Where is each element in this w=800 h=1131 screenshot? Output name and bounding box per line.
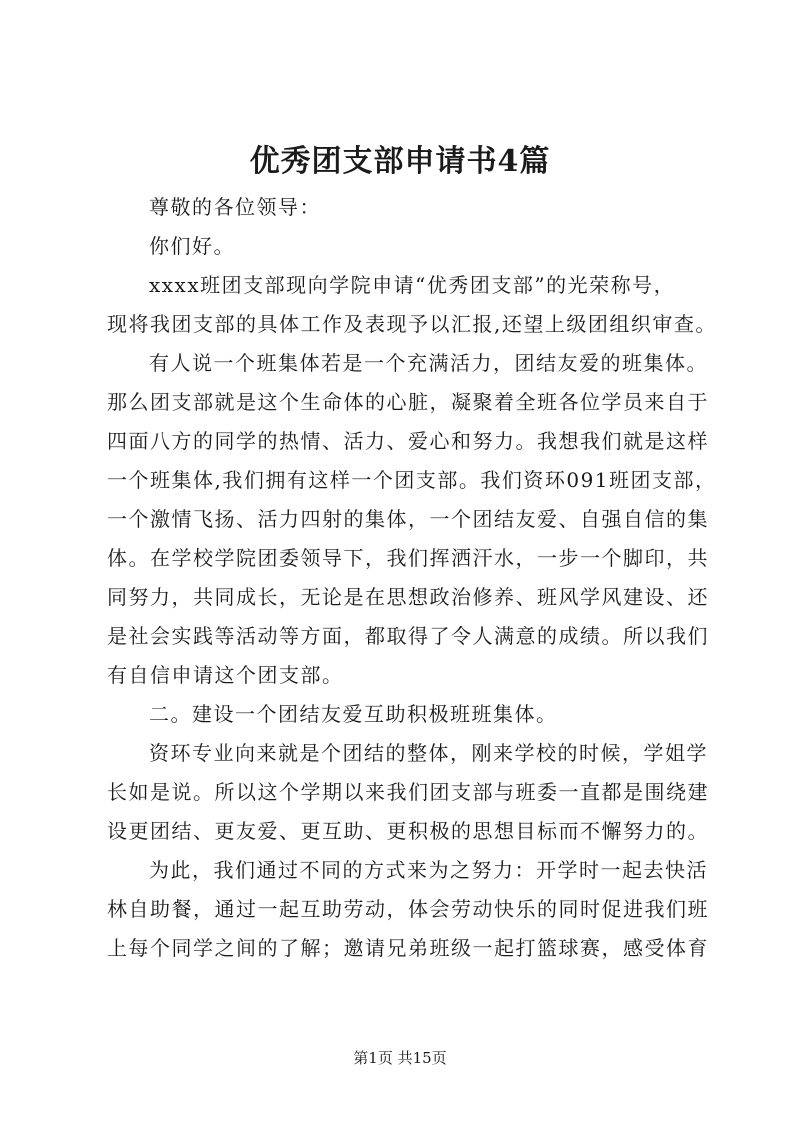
paragraph-line: 资环专业向来就是个团结的整体，刚来学校的时候，学姐学: [149, 741, 708, 765]
paragraph-line: 同努力，共同成长，无论是在思想政治修养、班风学风建设、还: [107, 585, 709, 609]
paragraph-line: 林自助餐，通过一起互助劳动，体会劳动快乐的同时促进我们班: [107, 897, 709, 921]
paragraph-line: 为此，我们通过不同的方式来为之努力：开学时一起去快活: [149, 858, 708, 882]
document-title: 优秀团支部申请书4篇: [249, 144, 551, 179]
salutation-line: 尊敬的各位领导：: [149, 195, 321, 219]
paragraph-line: 体。在学校学院团委领导下，我们挥洒汗水，一步一个脚印，共: [107, 546, 709, 570]
document-body: [107, 188, 717, 968]
paragraph-line: 有人说一个班集体若是一个充满活力，团结友爱的班集体。: [149, 351, 708, 375]
paragraph-line: 设更团结、更友爱、更互助、更积极的思想目标而不懈努力的。: [107, 819, 709, 843]
paragraph-line: xxxx班团支部现向学院申请“优秀团支部”的光荣称号，: [149, 273, 676, 297]
section-heading: 二。建设一个团结友爱互助积极班班集体。: [149, 702, 558, 726]
paragraph-line: 一个班集体,我们拥有这样一个团支部。我们资环091班团支部，: [107, 468, 717, 492]
greeting-line: 你们好。: [149, 234, 235, 258]
paragraph-line: 那么团支部就是这个生命体的心脏，凝聚着全班各位学员来自于: [107, 390, 709, 414]
paragraph-line: 长如是说。所以这个学期以来我们团支部与班委一直都是围绕建: [107, 780, 709, 804]
paragraph-line: 有自信申请这个团支部。: [107, 663, 344, 687]
paragraph-line: 一个激情飞扬、活力四射的集体，一个团结友爱、自强自信的集: [107, 507, 709, 531]
paragraph-line: 现将我团支部的具体工作及表现予以汇报,还望上级团组织审查。: [107, 312, 717, 336]
paragraph-line: 四面八方的同学的热情、活力、爱心和努力。我想我们就是这样: [107, 429, 709, 453]
paragraph-line: 是社会实践等活动等方面，都取得了令人满意的成绩。所以我们: [107, 624, 709, 648]
page-number-footer: 第1页 共15页: [353, 1049, 447, 1067]
paragraph-line: 上每个同学之间的了解；邀请兄弟班级一起打篮球赛，感受体育: [107, 936, 709, 960]
